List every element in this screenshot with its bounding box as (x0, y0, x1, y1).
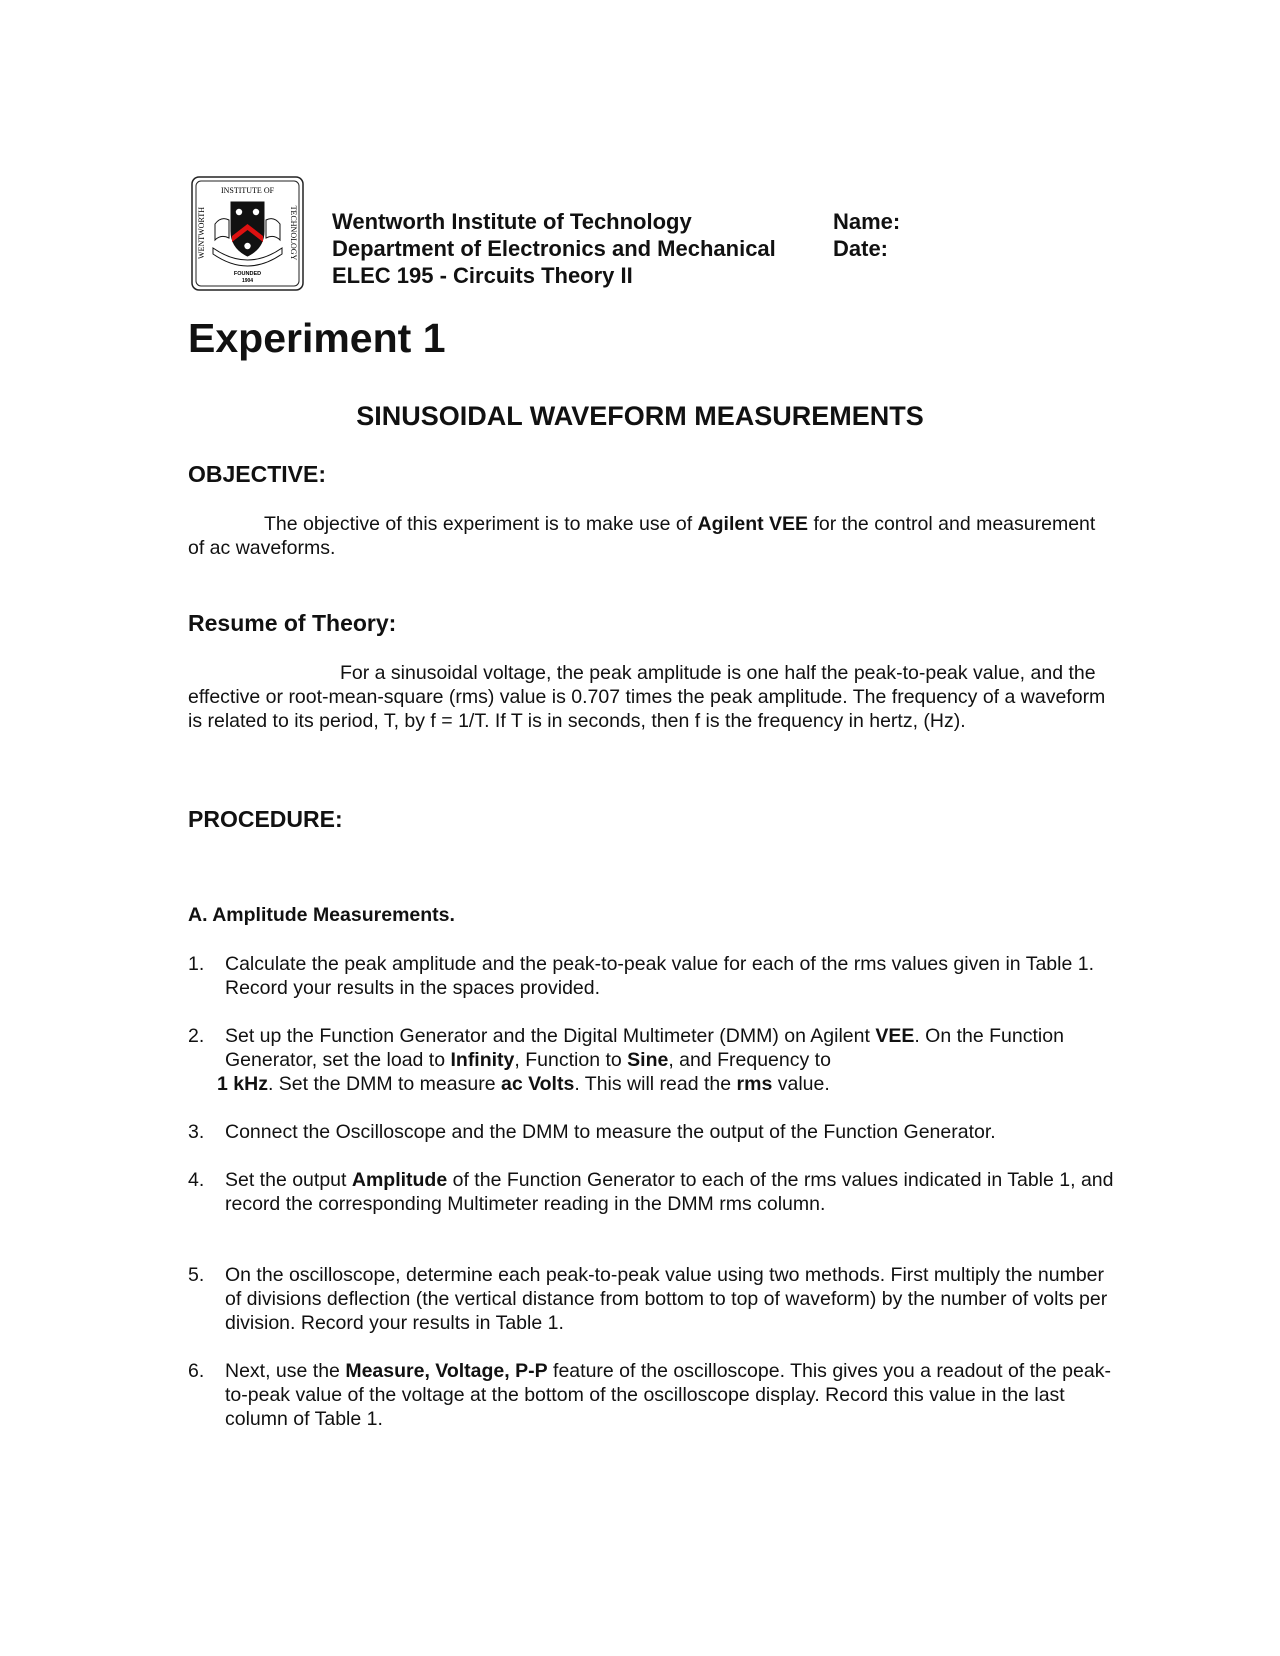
experiment-title: Experiment 1 (188, 315, 446, 361)
objective-paragraph (188, 512, 1108, 560)
item-text: Connect the Oscilloscope and the DMM to measure the output of the Function Generator. (225, 1121, 996, 1143)
seal-text-top: INSTITUTE OF (220, 186, 275, 195)
item-number: 6. (188, 1360, 205, 1382)
theory-heading: Resume of Theory: (188, 610, 397, 636)
date-label: Date: (833, 236, 889, 261)
name-label: Name: (833, 209, 901, 234)
item-text: Set up the Function Generator and the Digital Multimeter (DMM) on Agilent VEE. On the Function Generator, set the load to Infinity, Function to Sine, and Frequency to 1 kHz. Set the DMM to measure ac Volts. This will read the rms value. (217, 1025, 1064, 1095)
header-student-block (833, 208, 900, 262)
item-text: Set the output Amplitude of the Function Generator to each of the rms values indicated in Table 1, and record the corresponding Multimeter reading in the DMM rms column. (225, 1169, 1114, 1215)
item-text: Next, use the Measure, Voltage, P-P feature of the oscilloscope. This gives you a readout of the peak-to-peak value of the voltage at the bottom of the oscilloscope display. Record this value in the last column of Table 1. (225, 1360, 1111, 1430)
item-number: 3. (188, 1121, 205, 1143)
department-name: Department of Electronics and Mechanical (332, 236, 776, 261)
seal-text-bottom: FOUNDED (233, 271, 262, 277)
main-title: SINUSOIDAL WAVEFORM MEASUREMENTS (356, 401, 924, 431)
seal-text-right: TECHNOLOGY (289, 205, 298, 261)
header-institution-block (332, 208, 776, 289)
objective-heading: OBJECTIVE: (188, 461, 327, 487)
procedure-heading: PROCEDURE: (188, 806, 343, 832)
seal-year: 1904 (241, 278, 254, 284)
procedure-subheading: A. Amplitude Measurements. (188, 904, 455, 926)
item-number: 5. (188, 1264, 205, 1286)
course-name: ELEC 195 - Circuits Theory II (332, 263, 633, 288)
institute-seal-logo (191, 176, 304, 291)
item-number: 1. (188, 953, 205, 975)
item-text: Calculate the peak amplitude and the peak-to-peak value for each of the rms values given in Table 1. Record your results in the spaces provided. (225, 953, 1095, 999)
seal-text-left: WENTWORTH (197, 207, 206, 259)
institution-name: Wentworth Institute of Technology (332, 209, 692, 234)
objective-bold: Agilent VEE (697, 513, 809, 535)
item-text: On the oscilloscope, determine each peak-to-peak value using two methods. First multiply the number of divisions deflection (the vertical distance from bottom to top of waveform) by the number of volts per division. Record your results in Table 1. (225, 1264, 1108, 1334)
objective-text-b: for the control and measurement of ac waveforms. (188, 513, 1096, 559)
item-number: 4. (188, 1169, 205, 1191)
theory-paragraph: For a sinusoidal voltage, the peak amplitude is one half the peak-to-peak value, and the effective or root-mean-square (rms) value is 0.707 times the peak amplitude. The frequency of a waveform is related to its period, T, by f = 1/T. If T is in seconds, then f is the frequency in hertz, (Hz). (188, 662, 1106, 732)
item-number: 2. (188, 1025, 205, 1047)
objective-text-a: The objective of this experiment is to make use of (264, 513, 698, 535)
